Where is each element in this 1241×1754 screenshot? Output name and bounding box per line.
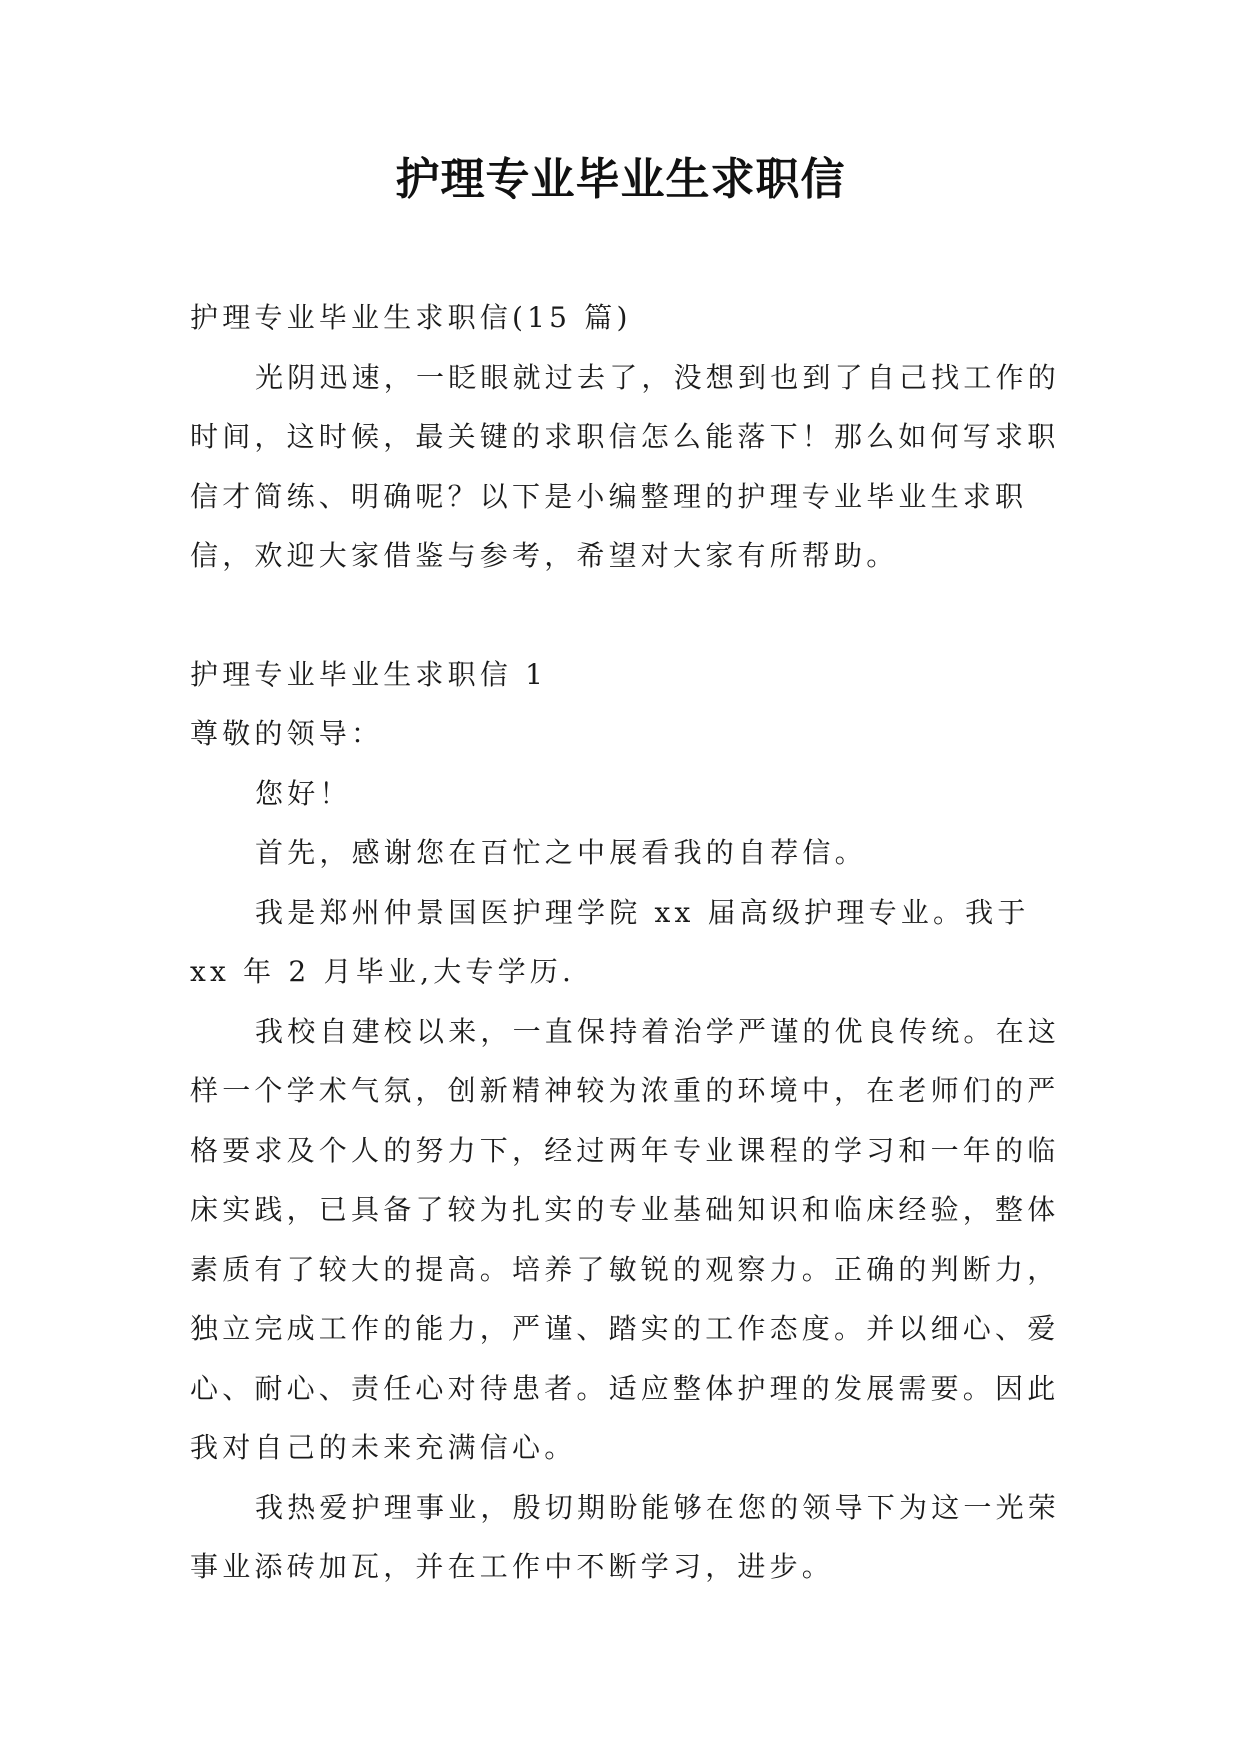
letter-paragraph: 我校自建校以来，一直保持着治学严谨的优良传统。在这样一个学术气氛，创新精神较为浓重的环境中，在老师们的严格要求及个人的努力下，经过两年专业课程的学习和一年的临床实践，已具备了较为扎实的专业基础知识和临床经验，整体素质有了较大的提高。培养了敏锐的观察力。正确的判断力，独立完成工作的能力，严谨、踏实的工作态度。并以细心、爱心、耐心、责任心对待患者。适应整体护理的发展需要。因此我对自己的未来充满信心。 [190,1014,1061,1464]
letter-paragraph: 首先，感谢您在百忙之中展看我的自荐信。 [255,836,867,869]
letter-paragraph: 我是郑州仲景国医护理学院 xx 届高级护理专业。我于 xx 年 2 月毕业,大专学历. [190,895,1030,988]
letter-greeting: 您好！ [255,776,352,810]
letter-salutation: 尊敬的领导： [190,717,384,750]
letter-paragraph: 我热爱护理事业，殷切期盼能够在您的领导下为这一光荣事业添砖加瓦，并在工作中不断学习，进步。 [190,1490,1061,1583]
intro-paragraph: 光阴迅速，一眨眼就过去了，没想到也到了自己找工作的时间，这时候，最关键的求职信怎么能落下！那么如何写求职信才简练、明确呢？以下是小编整理的护理专业毕业生求职信，欢迎大家借鉴与参考，希望对大家有所帮助。 [190,360,1061,572]
document-subtitle: 护理专业毕业生求职信(15 篇) [190,301,632,334]
document-body [190,288,1062,1597]
document-title: 护理专业毕业生求职信 [395,154,846,205]
section-heading: 护理专业毕业生求职信 1 [190,657,548,691]
